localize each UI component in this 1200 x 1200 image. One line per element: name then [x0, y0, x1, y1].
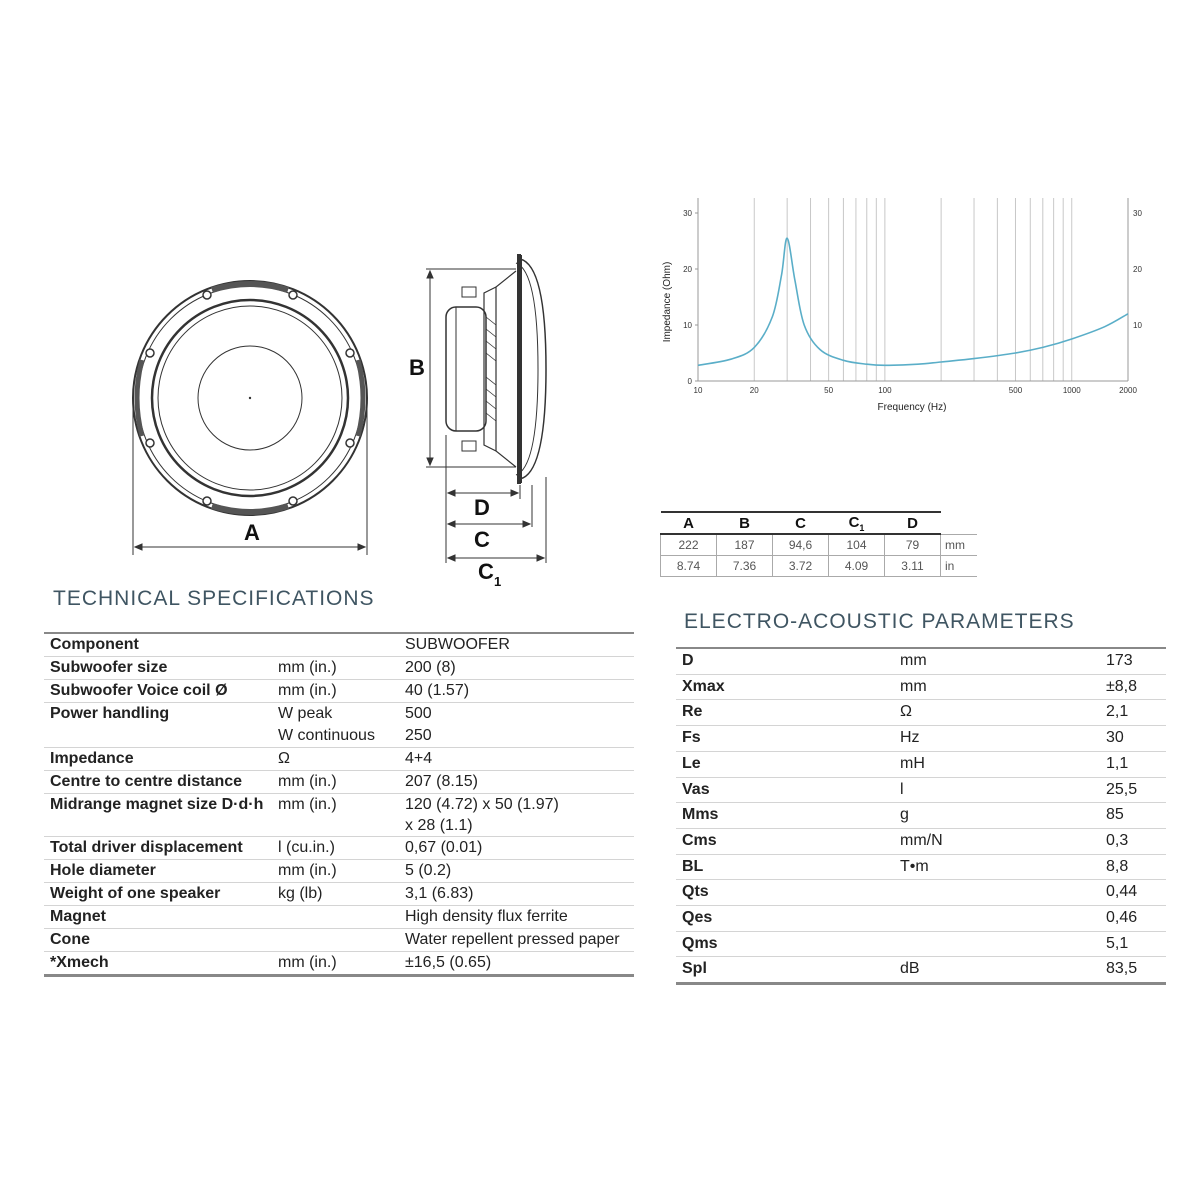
- spec-key: Subwoofer size: [44, 657, 272, 680]
- ea-params-table: [676, 647, 1166, 985]
- table-row: [44, 725, 634, 748]
- spec-value-line-1: 120 (4.72) x 50 (1.97): [405, 796, 559, 813]
- table-row: [44, 657, 634, 680]
- table-row: [44, 883, 634, 906]
- y-tick-label-right: 30: [1133, 209, 1142, 218]
- spec-unit: mm (in.): [272, 657, 399, 680]
- spec-unit: mm (in.): [272, 771, 399, 794]
- spec-value: High density flux ferrite: [399, 906, 634, 929]
- spec-key: Centre to centre distance: [44, 771, 272, 794]
- spec-value: SUBWOOFER: [399, 633, 634, 657]
- table-row: [676, 957, 1166, 984]
- y-tick-label: 10: [683, 321, 692, 330]
- spec-value: 3,1 (6.83): [399, 883, 634, 906]
- spec-value: ±16,5 (0.65): [399, 952, 634, 976]
- spec-key: Subwoofer Voice coil Ø: [44, 680, 272, 703]
- spec-value: 40 (1.57): [399, 680, 634, 703]
- param-key: Fs: [676, 726, 894, 752]
- table-row: [44, 680, 634, 703]
- spec-key: Impedance: [44, 748, 272, 771]
- spec-value: 4+4: [399, 748, 634, 771]
- tech-specs-table: [44, 632, 634, 977]
- param-value: 30: [1100, 726, 1166, 752]
- x-tick-label: 10: [693, 386, 703, 395]
- param-key: Qms: [676, 931, 894, 957]
- spec-value: 250: [399, 725, 634, 748]
- spec-key: Component: [44, 633, 272, 657]
- subwoofer-side-view: [400, 245, 570, 590]
- param-key: Qes: [676, 906, 894, 932]
- table-row: [676, 700, 1166, 726]
- table-row: [676, 648, 1166, 674]
- param-value: ±8,8: [1100, 674, 1166, 700]
- spec-unit: mm (in.): [272, 952, 399, 976]
- table-row: [676, 777, 1166, 803]
- param-value: 5,1: [1100, 931, 1166, 957]
- spec-value: 5 (0.2): [399, 860, 634, 883]
- dim-unit: in: [941, 556, 978, 577]
- table-row: [676, 906, 1166, 932]
- spec-key: Magnet: [44, 906, 272, 929]
- param-key: Spl: [676, 957, 894, 984]
- param-unit: mm/N: [894, 828, 1100, 854]
- table-row: [676, 931, 1166, 957]
- spec-unit: mm (in.): [272, 680, 399, 703]
- y-tick-label: 20: [683, 265, 692, 274]
- dim-label-b: B: [409, 355, 425, 380]
- dim-label-c1: C: [478, 559, 494, 584]
- spec-key: *Xmech: [44, 952, 272, 976]
- x-tick-labels: [694, 386, 1138, 395]
- spec-value: 200 (8): [399, 657, 634, 680]
- spec-key: [44, 725, 272, 748]
- x-tick-label: 500: [1008, 386, 1023, 395]
- dim-col-d: D: [885, 512, 941, 534]
- param-value: 1,1: [1100, 751, 1166, 777]
- x-tick-label: 2000: [1119, 386, 1137, 395]
- spec-unit: l (cu.in.): [272, 837, 399, 860]
- spec-value-line-2: x 28 (1.1): [405, 817, 473, 834]
- param-unit: g: [894, 803, 1100, 829]
- y-tick-label-right: 10: [1133, 321, 1142, 330]
- dim-label-d: D: [474, 495, 490, 520]
- dimension-row-mm: [661, 534, 978, 556]
- spec-value: 207 (8.15): [399, 771, 634, 794]
- dimension-table-header: [661, 512, 978, 534]
- dim-col-b: B: [717, 512, 773, 534]
- dimension-row-in: [661, 556, 978, 577]
- param-unit: l: [894, 777, 1100, 803]
- param-unit: [894, 931, 1100, 957]
- y-tick-label: 0: [687, 377, 692, 386]
- x-tick-label: 20: [749, 386, 759, 395]
- table-row: [44, 703, 634, 726]
- spec-value: Water repellent pressed paper: [399, 929, 634, 952]
- x-axis-label: Frequency (Hz): [877, 402, 947, 413]
- dim-cell: 94,6: [773, 534, 829, 556]
- param-unit: [894, 906, 1100, 932]
- spec-unit: mm (in.): [272, 860, 399, 883]
- param-value: 0,46: [1100, 906, 1166, 932]
- param-value: 83,5: [1100, 957, 1166, 984]
- param-key: Mms: [676, 803, 894, 829]
- chart-grid: [754, 198, 1071, 381]
- param-unit: [894, 880, 1100, 906]
- x-tick-label: 50: [824, 386, 834, 395]
- y-tick-labels: [683, 209, 692, 386]
- dim-cell: 8.74: [661, 556, 717, 577]
- dim-cell: 104: [829, 534, 885, 556]
- dim-label-a: A: [244, 520, 260, 545]
- y-tick-labels-right: [1133, 209, 1142, 330]
- spec-unit: [272, 906, 399, 929]
- spec-unit: kg (lb): [272, 883, 399, 906]
- param-value: 0,3: [1100, 828, 1166, 854]
- y-axis-label: Impedance (Ohm): [662, 261, 673, 343]
- table-row: [44, 860, 634, 883]
- dim-col-a: A: [661, 512, 717, 534]
- dim-cell: 79: [885, 534, 941, 556]
- y-tick-label-right: 20: [1133, 265, 1142, 274]
- param-unit: Hz: [894, 726, 1100, 752]
- ea-params-title: ELECTRO-ACOUSTIC PARAMETERS: [684, 610, 1075, 633]
- param-unit: mH: [894, 751, 1100, 777]
- x-tick-label: 1000: [1062, 386, 1081, 395]
- impedance-chart: [650, 185, 1150, 425]
- param-key: D: [676, 648, 894, 674]
- spec-key: Weight of one speaker: [44, 883, 272, 906]
- param-key: BL: [676, 854, 894, 880]
- param-key: Cms: [676, 828, 894, 854]
- y-tick-label: 30: [683, 209, 692, 218]
- dim-col-c1: $C_1$: [829, 512, 885, 534]
- dim-cell: 3.11: [885, 556, 941, 577]
- spec-key: Total driver displacement: [44, 837, 272, 860]
- dim-label-c: C: [474, 527, 490, 552]
- param-key: Qts: [676, 880, 894, 906]
- param-value: 0,44: [1100, 880, 1166, 906]
- dim-cell: 222: [661, 534, 717, 556]
- dim-cell: 7.36: [717, 556, 773, 577]
- table-row: [44, 906, 634, 929]
- table-row: [676, 854, 1166, 880]
- spec-unit: [272, 929, 399, 952]
- spec-key: Cone: [44, 929, 272, 952]
- param-value: 85: [1100, 803, 1166, 829]
- spec-key: Power handling: [50, 705, 170, 722]
- table-row: [676, 726, 1166, 752]
- param-key: Vas: [676, 777, 894, 803]
- x-tick-label: 100: [878, 386, 892, 395]
- dim-col-c1-subscript: 1: [859, 522, 865, 533]
- dim-cell: 187: [717, 534, 773, 556]
- table-row: [676, 751, 1166, 777]
- param-unit: Ω: [894, 700, 1100, 726]
- spec-unit: W peak: [278, 705, 333, 722]
- dim-col-c: C: [773, 512, 829, 534]
- table-row: [676, 803, 1166, 829]
- param-unit: dB: [894, 957, 1100, 984]
- param-unit: mm: [894, 674, 1100, 700]
- spec-value: 0,67 (0.01): [399, 837, 634, 860]
- param-key: Le: [676, 751, 894, 777]
- spec-key: Hole diameter: [44, 860, 272, 883]
- param-unit: T•m: [894, 854, 1100, 880]
- dimension-table: [660, 511, 977, 577]
- table-row: [44, 771, 634, 794]
- spec-value: [399, 794, 634, 837]
- param-key: Xmax: [676, 674, 894, 700]
- table-row: [44, 794, 634, 837]
- table-row: [676, 828, 1166, 854]
- table-row: [676, 880, 1166, 906]
- param-key: Re: [676, 700, 894, 726]
- table-row: [44, 952, 634, 976]
- dim-label-c1-subscript: 1: [494, 574, 502, 589]
- spec-unit: mm (in.): [272, 794, 399, 837]
- param-value: 173: [1100, 648, 1166, 674]
- spec-unit: Ω: [272, 748, 399, 771]
- spec-value: 500: [405, 705, 432, 722]
- param-value: 25,5: [1100, 777, 1166, 803]
- param-unit: mm: [894, 648, 1100, 674]
- table-row: [44, 929, 634, 952]
- dim-unit: mm: [941, 534, 978, 556]
- spec-key: Midrange magnet size D·d·h: [44, 794, 272, 837]
- table-row: [44, 748, 634, 771]
- table-row: [44, 837, 634, 860]
- subwoofer-front-view: [120, 260, 390, 560]
- spec-unit: [272, 633, 399, 657]
- param-value: 8,8: [1100, 854, 1166, 880]
- tech-specs-title: TECHNICAL SPECIFICATIONS: [53, 587, 375, 610]
- table-row: [44, 633, 634, 657]
- spec-unit: W continuous: [272, 725, 399, 748]
- dim-cell: 3.72: [773, 556, 829, 577]
- dim-cell: 4.09: [829, 556, 885, 577]
- param-value: 2,1: [1100, 700, 1166, 726]
- table-row: [676, 674, 1166, 700]
